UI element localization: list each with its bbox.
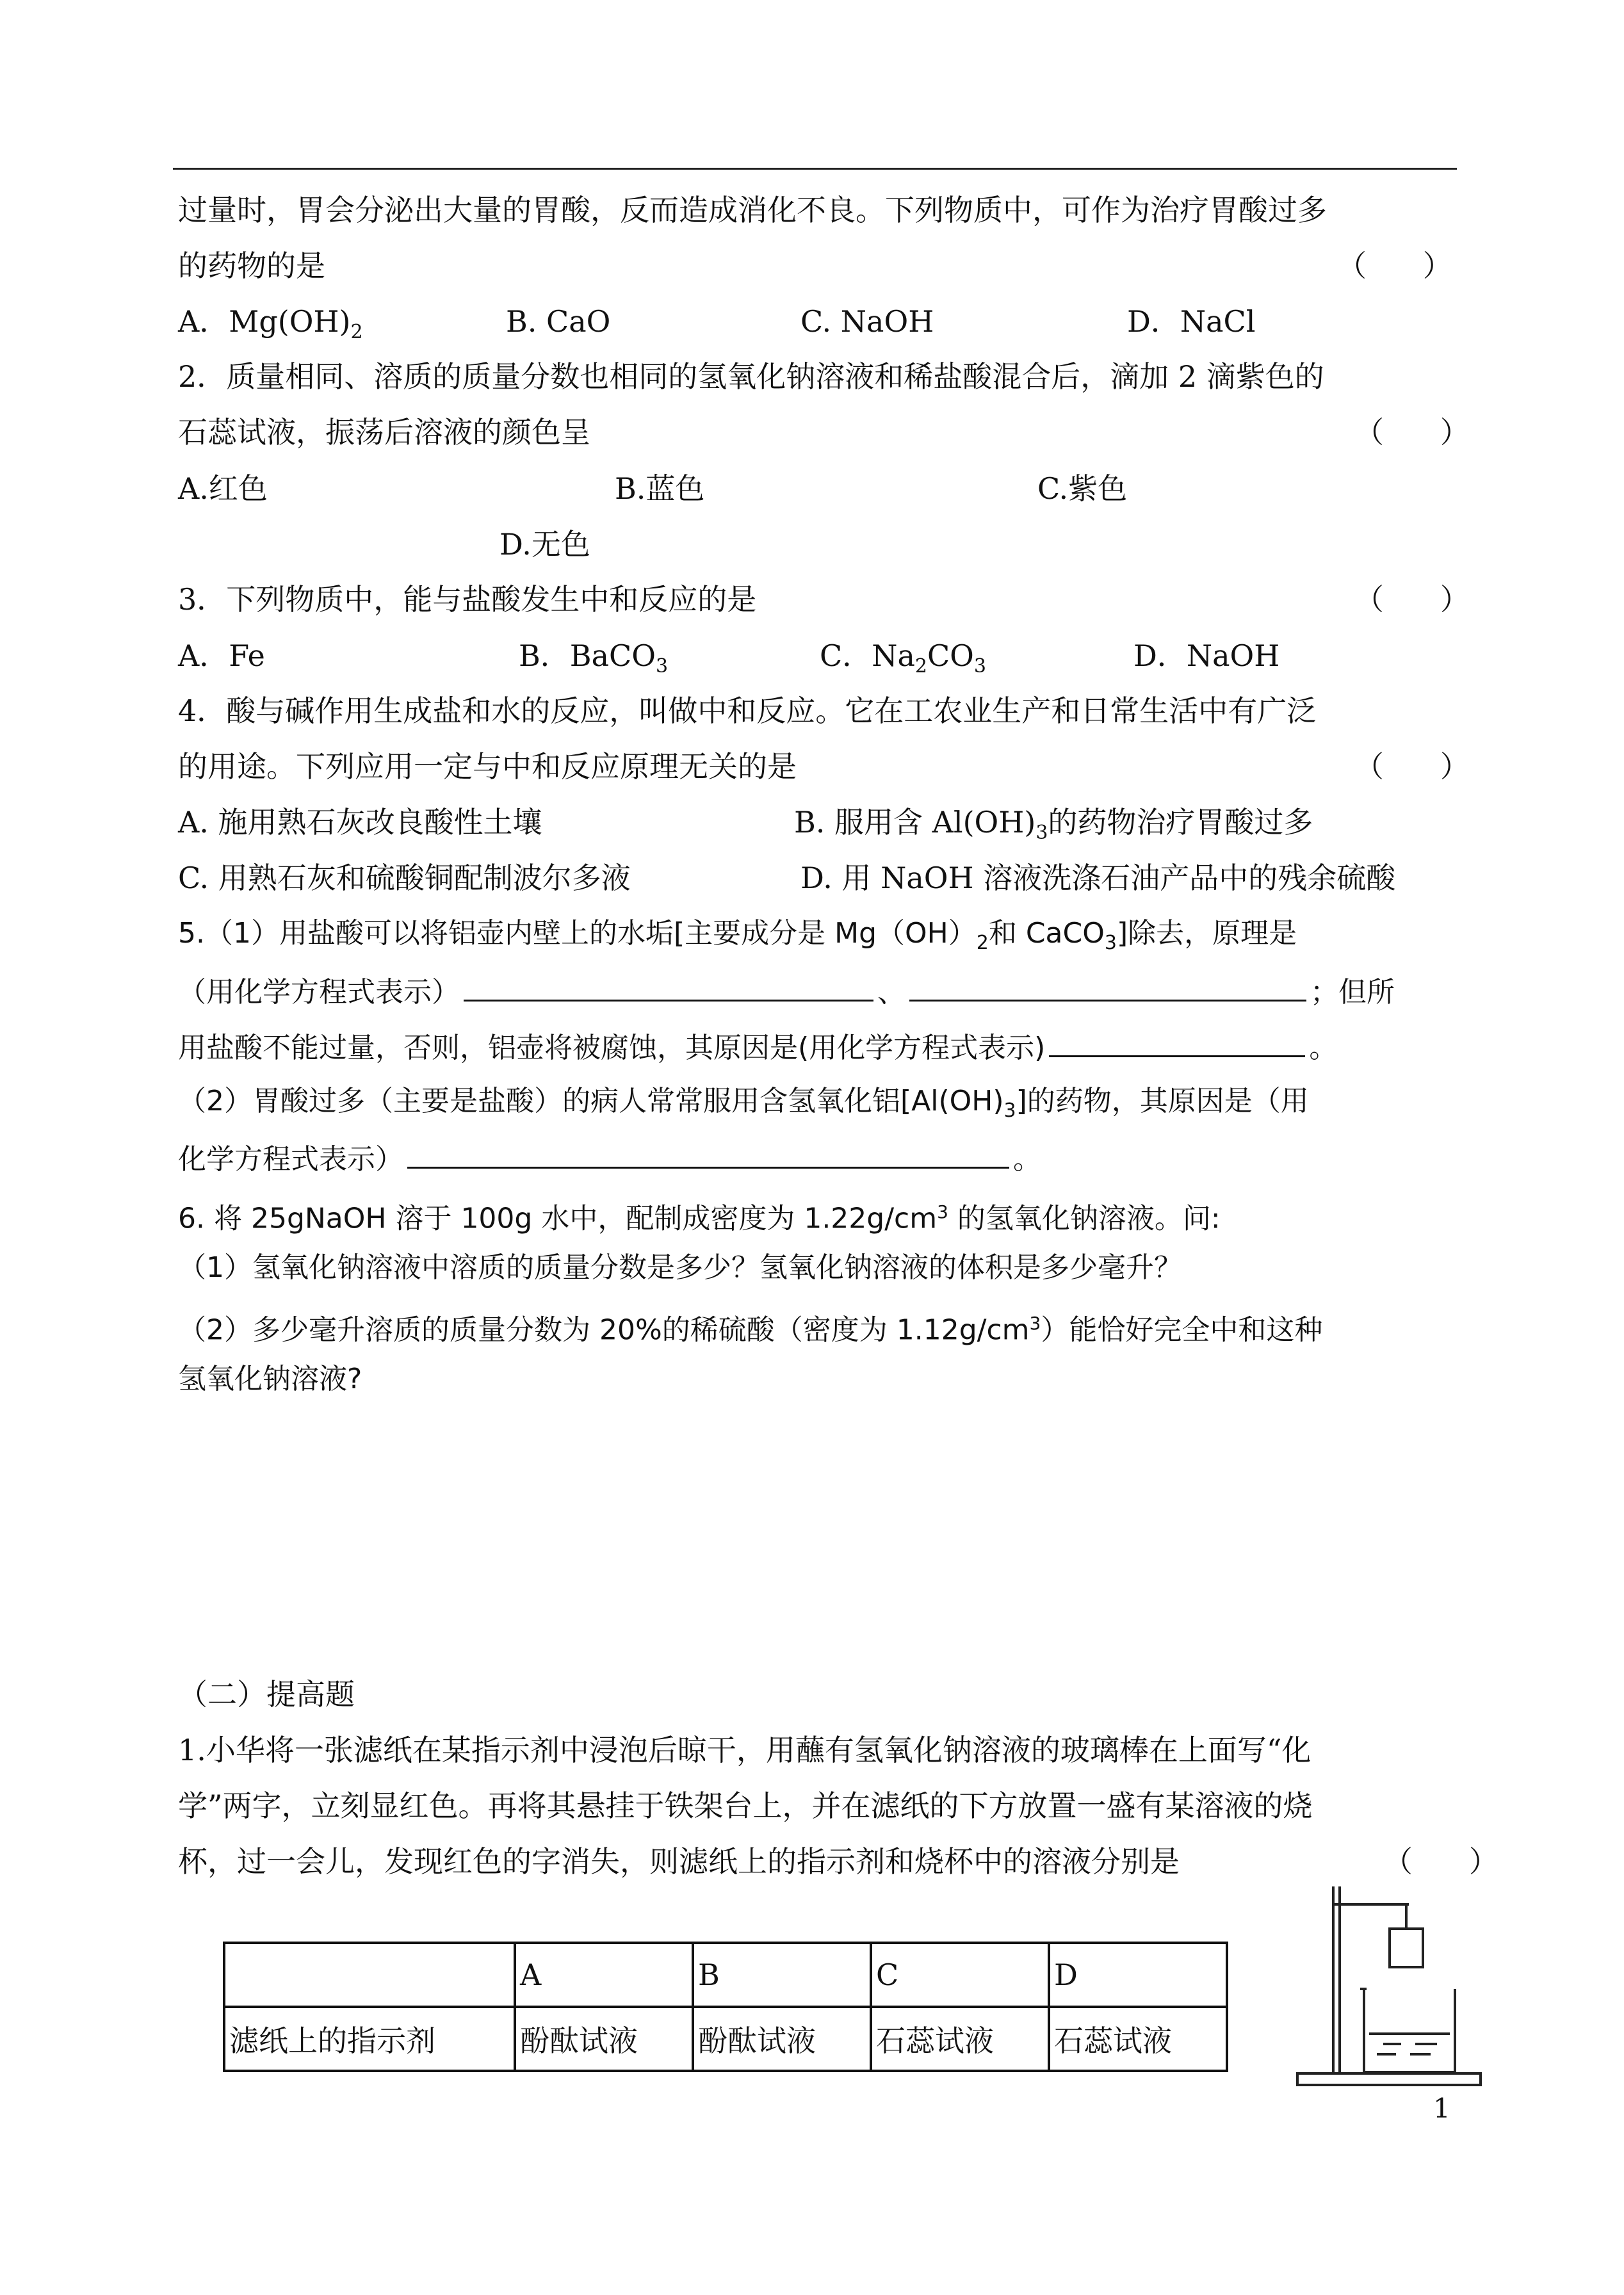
q1-option-d: D．NaCl	[1127, 304, 1256, 339]
section-title: （二）提高题	[178, 1677, 355, 1712]
q2-option-d: D.无色	[499, 527, 590, 562]
q5-line-4: （2）胃酸过多（主要是盐酸）的病人常常服用含氢氧化铝$[Al(OH)_3]$的药物，其原因是（用	[178, 1085, 1309, 1122]
q1-line-2: 的药物的是	[178, 248, 325, 283]
q1-option-b: B. CaO	[506, 304, 611, 339]
q5-answer-blank-1[interactable]	[464, 970, 873, 1002]
table-cell	[224, 1943, 515, 2007]
s2-q1-line-3: 杯，过一会儿，发现红色的字消失，则滤纸上的指示剂和烧杯中的溶液分别是	[178, 1844, 1180, 1879]
table-cell: 酚酞试液	[693, 2007, 871, 2071]
q5-line-5: 化学方程式表示） 。	[178, 1137, 1041, 1179]
q2-option-a: A.红色	[178, 471, 268, 506]
q3-option-d: D．NaOH	[1133, 638, 1280, 673]
q4-option-a: A. 施用熟石灰改良酸性土壤	[178, 805, 542, 839]
q5-line-3: 用盐酸不能过量，否则，铝壶将被腐蚀，其原因是(用化学方程式表示) 。	[178, 1026, 1337, 1067]
q2-line-2: 石蕊试液，振荡后溶液的颜色呈	[178, 415, 590, 450]
table-cell: C	[871, 1943, 1049, 2007]
q3-option-c: C．$Na_2CO_3$	[820, 638, 986, 678]
table-cell: 滤纸上的指示剂	[224, 2007, 515, 2071]
table-cell: 酚酞试液	[515, 2007, 693, 2071]
q6-line-4: 氢氧化钠溶液?	[178, 1363, 362, 1395]
q3-answer-paren: （ ）	[1354, 582, 1470, 617]
q3-option-a: A．Fe	[178, 638, 265, 673]
options-table	[223, 1942, 1228, 2072]
page-number: 1	[1433, 2093, 1450, 2124]
s2-q1-line-2: 学”两字，立刻显红色。再将其悬挂于铁架台上，并在滤纸的下方放置一盛有某溶液的烧	[178, 1788, 1313, 1823]
q4-option-c: C. 用熟石灰和硫酸铜配制波尔多液	[178, 861, 631, 895]
q2-option-c: C.紫色	[1037, 471, 1128, 506]
s2-q1-line-1: 1.小华将一张滤纸在某指示剂中浸泡后晾干，用蘸有氢氧化钠溶液的玻璃棒在上面写“化	[178, 1733, 1311, 1767]
q5-line-2: （用化学方程式表示） 、 ；但所	[178, 970, 1395, 1012]
q1-answer-paren: （ ）	[1337, 248, 1452, 283]
q4-line-1: 4．酸与碱作用生成盐和水的反应，叫做中和反应。它在工农业生产和日常生活中有广泛	[178, 693, 1317, 728]
table-cell: B	[693, 1943, 871, 2007]
q5-answer-blank-2[interactable]	[909, 970, 1306, 1002]
header-rule	[173, 168, 1457, 170]
stand-base	[1297, 2073, 1481, 2085]
beaker	[1364, 1989, 1455, 2072]
q5-answer-blank-4[interactable]	[407, 1137, 1009, 1169]
q1-option-a: A．$Mg(OH)_2$	[178, 304, 363, 344]
q2-line-1: 2．质量相同、溶质的质量分数也相同的氢氧化钠溶液和稀盐酸混合后，滴加 2 滴紫色的	[178, 359, 1324, 394]
q2-answer-paren: （ ）	[1354, 415, 1470, 450]
q6-line-3: （2）多少毫升溶质的质量分数为 20%的稀硫酸（密度为 $1.12g/cm^3$）能恰好完全中和这种	[178, 1313, 1323, 1347]
q4-option-b: B. 服用含 $Al(OH)_3$的药物治疗胃酸过多	[794, 805, 1313, 845]
table-cell: A	[515, 1943, 693, 2007]
q3-line-1: 3．下列物质中，能与盐酸发生中和反应的是	[178, 582, 757, 617]
q6-line-2: （1）氢氧化钠溶液中溶质的质量分数是多少？氢氧化钠溶液的体积是多少毫升？	[178, 1251, 1182, 1284]
q3-option-b: B．BaCO$_3$	[519, 638, 669, 678]
q4-answer-paren: （ ）	[1354, 749, 1470, 784]
q4-option-d: D. 用 NaOH 溶液洗涤石油产品中的残余硫酸	[800, 861, 1396, 895]
table-header-row	[224, 1943, 1227, 2007]
filter-paper	[1390, 1929, 1423, 1967]
q1-option-c: C. NaOH	[800, 304, 934, 339]
table-cell: 石蕊试液	[1049, 2007, 1227, 2071]
q6-line-1: 6. 将 25gNaOH 溶于 100g 水中，配制成密度为 $1.22g/cm^3$ 的氢氧化钠溶液。问:	[178, 1201, 1221, 1235]
q2-option-b: B.蓝色	[615, 471, 705, 506]
q5-line-1: 5.（1）用盐酸可以将铝壶内壁上的水垢[主要成分是 $Mg(OH)_2$和 CaCO$_3$]除去，原理是	[178, 917, 1297, 954]
s2-q1-answer-paren: （ ）	[1383, 1844, 1498, 1879]
table-cell: 石蕊试液	[871, 2007, 1049, 2071]
q1-line-1: 过量时，胃会分泌出大量的胃酸，反而造成消化不良。下列物质中，可作为治疗胃酸过多	[178, 193, 1327, 227]
table-cell: D	[1049, 1943, 1227, 2007]
q5-answer-blank-3[interactable]	[1049, 1026, 1305, 1057]
iron-stand-beaker-diagram	[1294, 1883, 1486, 2094]
table-row	[224, 2007, 1227, 2071]
q4-line-2: 的用途。下列应用一定与中和反应原理无关的是	[178, 749, 797, 784]
